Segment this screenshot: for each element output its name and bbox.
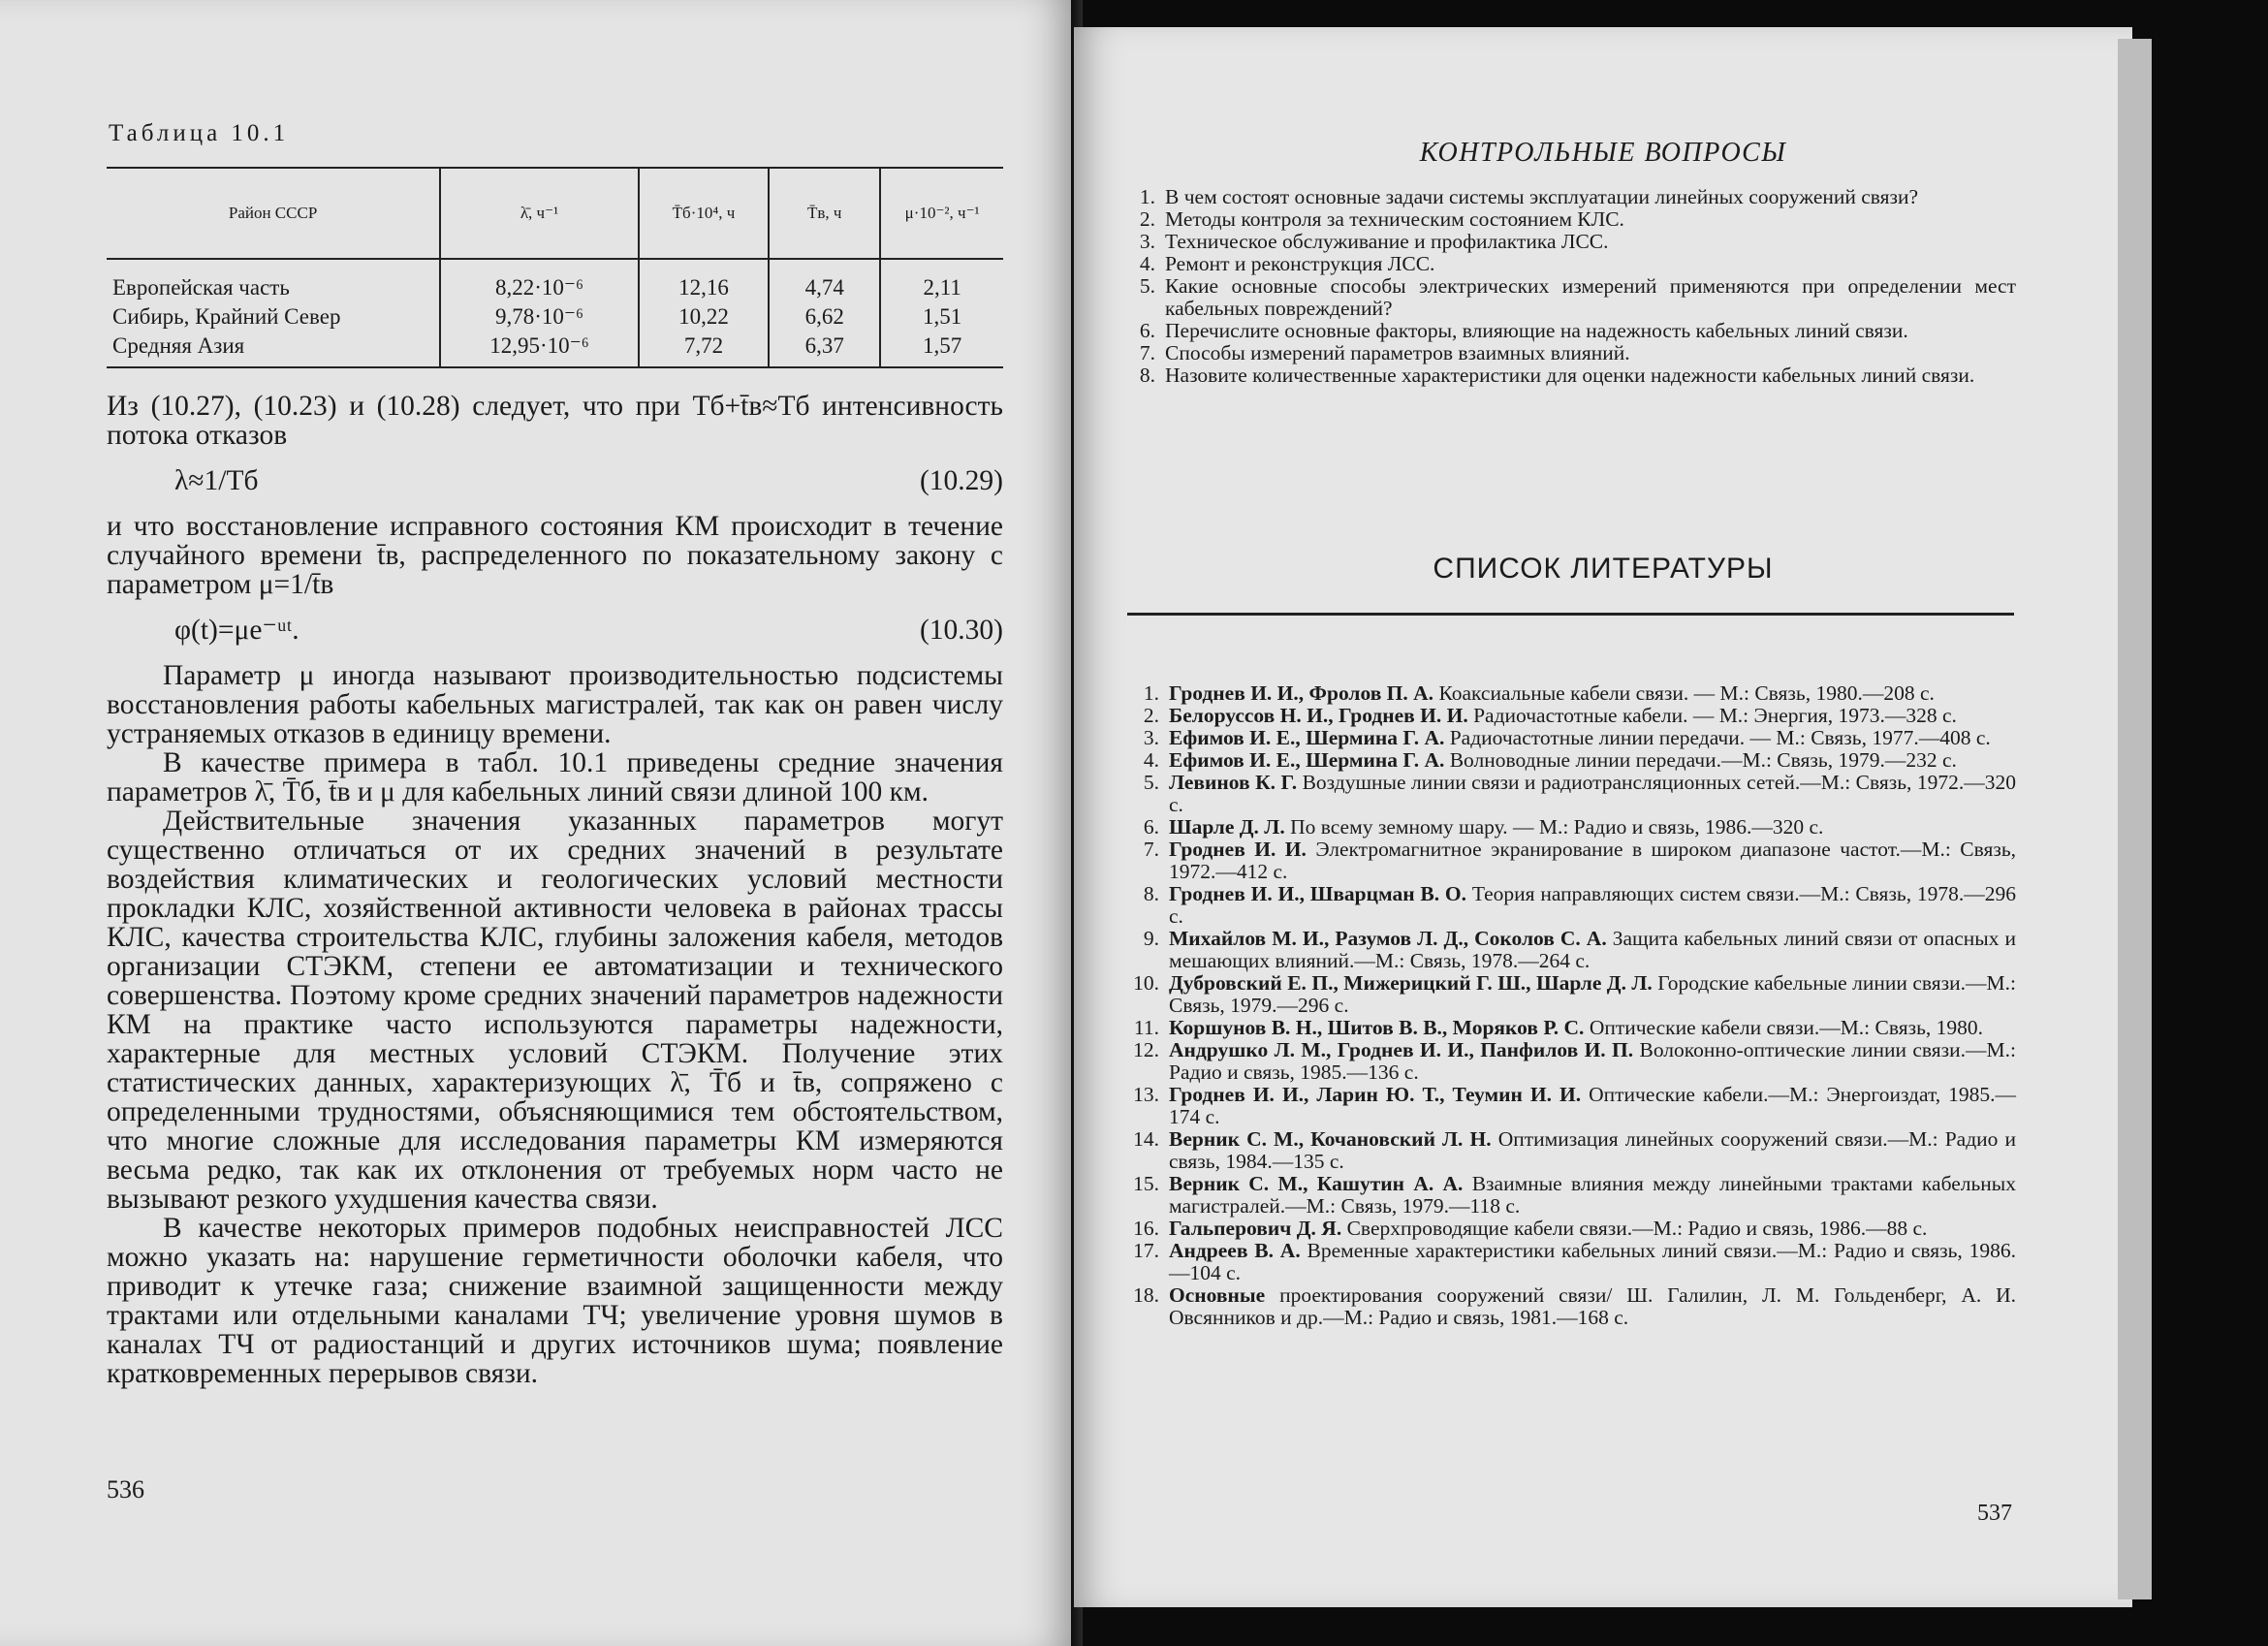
reference-item: [1124, 1017, 2016, 1039]
references-list: [1124, 682, 2016, 1329]
item-number: 16.: [1133, 1217, 1159, 1240]
reference-text: Радиочастотные линии передачи. — М.: Связь, 1977.—408 с.: [1449, 726, 1991, 749]
table-cell: 4,74: [769, 259, 880, 302]
reference-authors: Коршунов В. Н., Шитов В. В., Моряков Р. С.: [1169, 1016, 1585, 1039]
item-number: 2.: [1143, 704, 1159, 727]
table-cell: Сибирь, Крайний Север: [112, 304, 341, 329]
list-item: [1124, 342, 2016, 364]
reference-item: [1124, 839, 2016, 883]
equation-number: (10.29): [919, 465, 1003, 496]
table-header-cell: μ·10⁻², ч⁻¹: [880, 168, 1003, 259]
item-number: 6.: [1143, 815, 1159, 839]
item-text: Способы измерений параметров взаимных влияний.: [1165, 341, 1630, 364]
reference-authors: Михайлов М. И., Разумов Л. Д., Соколов С. А.: [1169, 927, 1607, 950]
item-number: 1.: [1139, 185, 1155, 208]
item-number: 7.: [1143, 838, 1159, 861]
item-text: Техническое обслуживание и профилактика ЛСС.: [1165, 230, 1609, 253]
reference-item: [1124, 727, 2016, 749]
reference-item: [1124, 749, 2016, 772]
reference-text: Электромагнитное экранирование в широком диапазоне частот.—М.: Связь, 1972.—412 с.: [1169, 838, 2017, 883]
table-row: [107, 332, 1003, 367]
table-cell: 8,22·10⁻⁶: [440, 259, 639, 302]
section-heading: СПИСОК ЛИТЕРАТУРЫ: [1433, 553, 1774, 585]
reference-text: Воздушные линии связи и радиотрансляционных сетей.—М.: Связь, 1972.—320 с.: [1169, 771, 2017, 816]
list-item: [1124, 208, 2016, 231]
reference-authors: Андреев В. А.: [1169, 1239, 1301, 1262]
reference-item: [1124, 972, 2016, 1017]
reference-item: [1124, 816, 2016, 839]
list-item: [1124, 275, 2016, 320]
page-number: 536: [107, 1475, 144, 1504]
item-text: Назовите количественные характеристики для оценки надежности кабельных линий связи.: [1165, 364, 1975, 387]
table-cell: 6,37: [769, 332, 880, 367]
table-header-cell: λ̄, ч⁻¹: [440, 168, 639, 259]
page-edge: [2118, 39, 2152, 1599]
reference-item: [1124, 1084, 2016, 1128]
table-cell: 2,11: [880, 259, 1003, 302]
table-row: [107, 302, 1003, 332]
table-row: [107, 259, 1003, 302]
reference-item: [1124, 682, 2016, 705]
reference-item: [1124, 883, 2016, 928]
item-number: 17.: [1133, 1239, 1159, 1262]
equation-number: (10.30): [919, 615, 1003, 646]
item-number: 14.: [1133, 1127, 1159, 1151]
left-body-text: [107, 392, 1003, 1388]
reference-text: Сверхпроводящие кабели связи.—М.: Радио и связь, 1986.—88 с.: [1346, 1217, 1928, 1240]
table-cell: 6,62: [769, 302, 880, 332]
reference-text: Теория направляющих систем связи.—М.: Связь, 1978.—296 с.: [1169, 882, 2017, 928]
reference-text: Волноводные линии передачи.—М.: Связь, 1979.—232 с.: [1449, 748, 1957, 772]
equation-formula: λ≈1/Tб: [174, 465, 259, 496]
paragraph: Действительные значения указанных параметров могут существенно отличаться от их средних значений в результате воздействия климатических и геологических условий местности прокладки КЛС, хозяйственной активности человека в районах трассы КЛС, качества строительства КЛС, глубины заложения кабеля, методов организации СТЭКМ, степени ее автоматизации и технического совершенства. Поэтому кроме средних значений параметров надежности КМ на практике часто используются параметры надежности, характерные для местных условий СТЭКМ. Получение этих статистических данных, характеризующих λ̄, T̄б и t̄в, сопряжено с определенными трудностями, объясняющимися тем обстоятельством, что многие сложные для исследования параметры КМ измеряются весьма редко, так как их отклонения от требуемых норм часто не вызывают резкого ухудшения качества связи.: [107, 806, 1003, 1215]
item-number: 10.: [1133, 971, 1159, 995]
reference-text: проектирования сооружений связи/ Ш. Галилин, Л. М. Гольденберг, А. И. Овсянников и др.—М.: Радио и связь, 1981.—168 с.: [1169, 1283, 2017, 1329]
item-text: Какие основные способы электрических измерений применяются при определении мест кабельных повреждений?: [1165, 274, 2016, 320]
table-cell: 7,72: [639, 332, 769, 367]
reference-item: [1124, 1173, 2016, 1218]
item-number: 11.: [1133, 1016, 1159, 1039]
table-cell: Европейская часть: [112, 275, 290, 300]
reference-item: [1124, 928, 2016, 972]
reference-item: [1124, 1284, 2016, 1329]
item-number: 18.: [1133, 1283, 1159, 1307]
page-number: 537: [1977, 1501, 2012, 1526]
reference-authors: Андрушко Л. М., Гроднев И. И., Панфилов И. П.: [1169, 1038, 1634, 1061]
reference-authors: Гроднев И. И., Фролов П. А.: [1169, 681, 1434, 705]
reference-text: Защита кабельных линий связи от опасных и мешающих влияний.—М.: Связь, 1978.—264 с.: [1169, 927, 2017, 972]
item-number: 13.: [1133, 1083, 1159, 1106]
item-number: 12.: [1133, 1038, 1159, 1061]
table-header-cell: T̄б·10⁴, ч: [639, 168, 769, 259]
data-table: [107, 167, 1003, 368]
reference-item: [1124, 1240, 2016, 1284]
paragraph: Параметр μ иногда называют производительностью подсистемы восстановления работы кабельных магистралей, так как он равен числу устраняемых отказов в единицу времени.: [107, 660, 1003, 749]
table-header-cell: T̄в, ч: [769, 168, 880, 259]
reference-text: Городские кабельные линии связи.—М.: Связь, 1979.—296 с.: [1169, 971, 2016, 1017]
table-cell: 9,78·10⁻⁶: [440, 302, 639, 332]
reference-item: [1124, 772, 2016, 816]
questions-list: [1124, 186, 2016, 387]
reference-text: По всему земному шару. — М.: Радио и связь, 1986.—320 с.: [1290, 815, 1824, 839]
reference-authors: Ефимов И. Е., Шермина Г. А.: [1169, 748, 1445, 772]
item-text: Методы контроля за техническим состоянием КЛС.: [1165, 207, 1624, 231]
table-cell: 12,95·10⁻⁶: [440, 332, 639, 367]
paragraph: В качестве примера в табл. 10.1 приведены средние значения параметров λ̄, T̄б, t̄в и μ для кабельных линий связи длиной 100 км.: [107, 747, 1003, 807]
reference-authors: Ефимов И. Е., Шермина Г. А.: [1169, 726, 1445, 749]
equation-10-30: [107, 599, 1003, 661]
item-number: 3.: [1139, 230, 1155, 253]
reference-authors: Белоруссов Н. И., Гроднев И. И.: [1169, 704, 1468, 727]
item-number: 4.: [1143, 748, 1159, 772]
reference-authors: Шарле Д. Л.: [1169, 815, 1285, 839]
reference-authors: Гроднев И. И.: [1169, 838, 1307, 861]
reference-text: Оптические кабели.—М.: Энергоиздат, 1985.—174 с.: [1169, 1083, 2017, 1128]
item-text: Перечислите основные факторы, влияющие на надежность кабельных линий связи.: [1165, 319, 1908, 342]
reference-text: Оптические кабели связи.—М.: Связь, 1980.: [1589, 1016, 1984, 1039]
item-number: 5.: [1143, 771, 1159, 794]
reference-item: [1124, 1218, 2016, 1240]
table-cell: 1,51: [880, 302, 1003, 332]
equation-formula: φ(t)=μe⁻ᵘᵗ.: [174, 615, 299, 646]
list-item: [1124, 186, 2016, 208]
item-number: 4.: [1139, 252, 1155, 275]
paragraph: В качестве некоторых примеров подобных неисправностей ЛСС можно указать на: нарушение герметичности оболочки кабеля, что приводит к утечке газа; снижение взаимной защищенности между трактами или отдельными каналами ТЧ; увеличение уровня шумов в каналах ТЧ от радиостанций и других источников шума; появление кратковременных перерывов связи.: [107, 1213, 1003, 1389]
list-item: [1124, 231, 2016, 253]
reference-authors: Левинов К. Г.: [1169, 771, 1298, 794]
paragraph: Из (10.27), (10.23) и (10.28) следует, что при Tб+t̄в≈Tб интенсивность потока отказов: [107, 391, 1003, 451]
reference-authors: Гальперович Д. Я.: [1169, 1217, 1342, 1240]
divider: [1127, 613, 2014, 616]
reference-item: [1124, 1128, 2016, 1173]
item-number: 1.: [1143, 681, 1159, 705]
reference-authors: Гроднев И. И., Шварцман В. О.: [1169, 882, 1467, 905]
reference-text: Оптимизация линейных сооружений связи.—М.: Радио и связь, 1984.—135 с.: [1169, 1127, 2016, 1173]
item-number: 5.: [1139, 274, 1155, 298]
reference-authors: Основные: [1169, 1283, 1266, 1307]
table-header-row: [107, 168, 1003, 259]
item-text: Ремонт и реконструкция ЛСС.: [1165, 252, 1435, 275]
item-number: 8.: [1143, 882, 1159, 905]
reference-authors: Верник С. М., Кочановский Л. Н.: [1169, 1127, 1492, 1151]
item-number: 3.: [1143, 726, 1159, 749]
item-number: 8.: [1139, 364, 1155, 387]
item-number: 7.: [1139, 341, 1155, 364]
equation-10-29: [107, 450, 1003, 512]
table-header-cell: Район СССР: [107, 168, 440, 259]
reference-authors: Дубровский Е. П., Мижерицкий Г. Ш., Шарле Д. Л.: [1169, 971, 1653, 995]
table-cell: 10,22: [639, 302, 769, 332]
list-item: [1124, 364, 2016, 387]
reference-text: Взаимные влияния между линейными трактами кабельных магистралей.—М.: Связь, 1979.—118 с.: [1169, 1172, 2017, 1218]
paragraph: и что восстановление исправного состояния КМ происходит в течение случайного времени t̄в, распределенного по показательному закону с параметром μ=1/t̄в: [107, 511, 1003, 600]
list-item: [1124, 253, 2016, 275]
reference-item: [1124, 1039, 2016, 1084]
reference-text: Радиочастотные кабели. — М.: Энергия, 1973.—328 с.: [1473, 704, 1957, 727]
table-caption: Таблица 10.1: [109, 120, 290, 146]
item-number: 2.: [1139, 207, 1155, 231]
item-number: 9.: [1143, 927, 1159, 950]
item-text: В чем состоят основные задачи системы эксплуатации линейных сооружений связи?: [1165, 185, 1919, 208]
reference-authors: Гроднев И. И., Ларин Ю. Т., Теумин И. И.: [1169, 1083, 1582, 1106]
table-cell: 1,57: [880, 332, 1003, 367]
table-cell: 12,16: [639, 259, 769, 302]
reference-text: Временные характеристики кабельных линий связи.—М.: Радио и связь, 1986.—104 с.: [1169, 1239, 2017, 1284]
reference-authors: Верник С. М., Кашутин А. А.: [1169, 1172, 1464, 1195]
table-cell: Средняя Азия: [107, 332, 440, 367]
item-number: 15.: [1133, 1172, 1159, 1195]
item-number: 6.: [1139, 319, 1155, 342]
reference-text: Волоконно-оптические линии связи.—М.: Радио и связь, 1985.—136 с.: [1169, 1038, 2016, 1084]
list-item: [1124, 320, 2016, 342]
reference-text: Коаксиальные кабели связи. — М.: Связь, 1980.—208 с.: [1438, 681, 1935, 705]
section-heading: КОНТРОЛЬНЫЕ ВОПРОСЫ: [1419, 138, 1787, 168]
reference-item: [1124, 705, 2016, 727]
